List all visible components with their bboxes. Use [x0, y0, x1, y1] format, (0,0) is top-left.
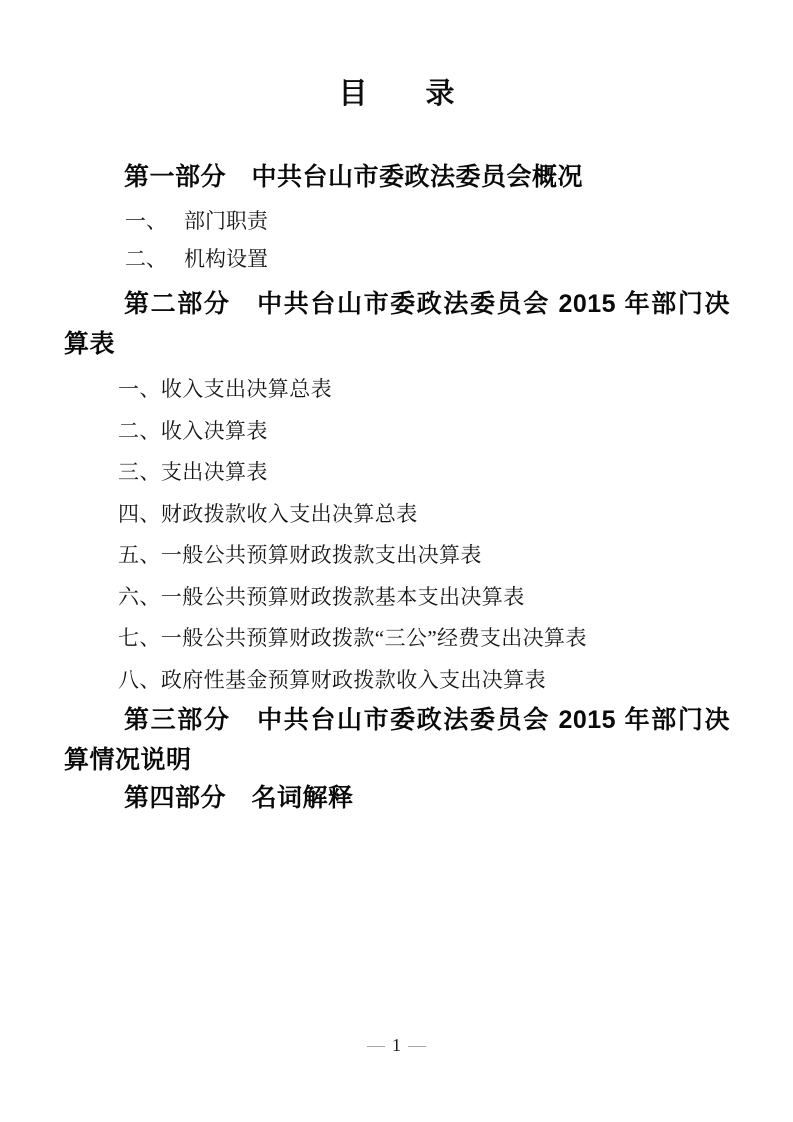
item-text: 部门职责 — [184, 209, 268, 233]
item-text: 财政拨款收入支出决算总表 — [160, 502, 418, 526]
item-number: 八、 — [118, 668, 161, 692]
item-text: 收入决算表 — [160, 419, 268, 443]
part2-item-8 — [64, 665, 730, 695]
part2-item-1 — [64, 374, 730, 404]
item-number: 二、 — [118, 419, 161, 443]
part1-item-2 — [64, 244, 730, 274]
item-text: 支出决算表 — [160, 460, 268, 484]
part2-item-4 — [64, 499, 730, 529]
footer-dash-right: — — [408, 1035, 426, 1055]
item-text: 收入支出决算总表 — [160, 377, 333, 401]
item-number: 一、 — [125, 209, 167, 233]
item-number: 三、 — [118, 460, 161, 484]
page-title: 目 录 — [338, 78, 455, 110]
part1-heading: 第一部分 中共台山市委政法委员会概况 — [124, 163, 584, 191]
part2-item-7 — [64, 623, 730, 653]
part2-item-2 — [64, 416, 730, 446]
part2-item-5 — [64, 540, 730, 570]
part2-heading: 第二部分 中共台山市委政法委员会 2015 年部门决算表 — [64, 290, 730, 358]
item-text: 机构设置 — [184, 247, 268, 271]
item-number: 六、 — [118, 585, 161, 609]
item-number: 四、 — [118, 502, 161, 526]
part3-heading: 第三部分 中共台山市委政法委员会 2015 年部门决算情况说明 — [64, 706, 730, 774]
item-number: 二、 — [125, 247, 167, 271]
item-number: 一、 — [118, 377, 161, 401]
item-text: 政府性基金预算财政拨款收入支出决算表 — [160, 668, 547, 692]
part2-item-3 — [64, 457, 730, 487]
footer-dash-left: — — [367, 1035, 385, 1055]
item-text: 一般公共预算财政拨款支出决算表 — [160, 543, 482, 567]
page-footer — [0, 1032, 793, 1058]
item-number: 五、 — [118, 543, 161, 567]
item-text: 一般公共预算财政拨款“三公”经费支出决算表 — [160, 626, 587, 650]
footer-page-number: 1 — [392, 1035, 401, 1055]
part2-item-6 — [64, 582, 730, 612]
part4-heading: 第四部分 名词解释 — [124, 784, 354, 812]
item-text: 一般公共预算财政拨款基本支出决算表 — [160, 585, 525, 609]
part1-item-1 — [64, 206, 730, 236]
item-number: 七、 — [118, 626, 161, 650]
